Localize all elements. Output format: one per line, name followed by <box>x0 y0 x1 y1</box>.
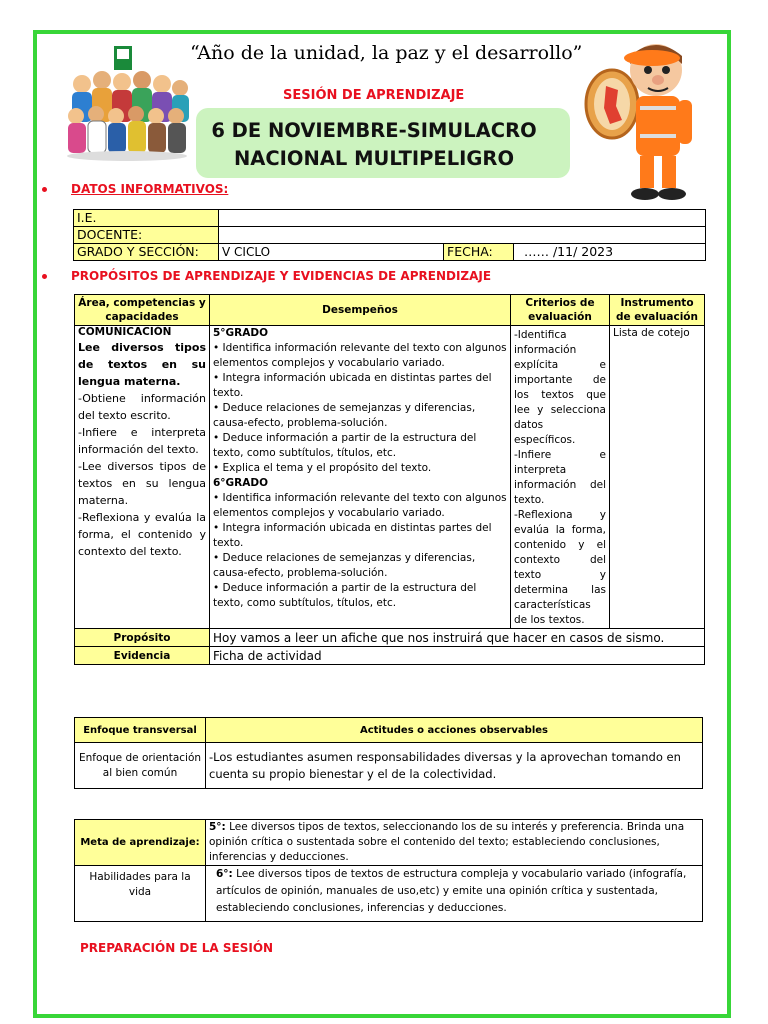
desempeno-item: • Explica el tema y el propósito del texto. <box>213 462 432 474</box>
page-title-line2: NACIONAL MULTIPELIGRO <box>233 147 515 170</box>
desempeno-item: • Deduce relaciones de semejanzas y diferencias, causa-efecto, problema-solución. <box>213 552 476 579</box>
students-crowd-illustration <box>62 44 192 162</box>
evidencia-value: Ficha de actividad <box>210 647 705 665</box>
proposito-label: Propósito <box>75 629 210 647</box>
meta-grado6 <box>206 866 703 922</box>
criterio-item: -Identifica información explícita e importante de los textos que lee y selecciona datos específicos. <box>514 329 606 446</box>
col-instrumento-header: Instrumento de evaluación <box>610 295 705 326</box>
meta-grado5-text: Lee diversos tipos de textos, seleccionando los de su interés y preferencia. Brinda una opinión crítica o sustentada sobre el contenido del texto; estableciendo conclusiones, inferencias y deducciones. <box>209 821 685 863</box>
datos-table <box>73 209 706 261</box>
page-title-line1: 6 DE NOVIEMBRE-SIMULACRO <box>211 119 537 142</box>
session-label: SESIÓN DE APRENDIZAJE <box>283 88 465 103</box>
meta-grado5 <box>206 820 703 866</box>
desempeno-item: • Identifica información relevante del texto con algunos elementos complejos y vocabulario variado. <box>213 342 507 369</box>
capacidad-item: -Obtiene información del texto escrito. <box>78 392 206 422</box>
grado-value: V CICLO <box>219 244 444 261</box>
criterio-item: -Infiere e interpreta información del texto. <box>514 449 606 506</box>
enfoque-header: Enfoque transversal <box>75 718 206 743</box>
desempeno-item: • Deduce información a partir de la estructura del texto, como subtítulos, títulos, etc. <box>213 432 477 459</box>
capacidad-item: -Reflexiona y evalúa la forma, el contenido y contexto del texto. <box>78 511 206 558</box>
ie-label: I.E. <box>74 210 219 227</box>
grado5-title: 5°GRADO <box>213 327 269 339</box>
grado6-title: 6°GRADO <box>213 477 269 489</box>
desempeno-item: • Deduce relaciones de semejanzas y diferencias, causa-efecto, problema-solución. <box>213 402 476 429</box>
propositos-table <box>74 294 705 665</box>
capacidad-item: -Lee diversos tipos de textos en su lengua materna. <box>78 460 206 507</box>
meta-table <box>74 819 703 922</box>
meta-grado6-prefix: 6°: <box>216 868 233 880</box>
desempeno-item: • Integra información ubicada en distintas partes del texto. <box>213 522 492 549</box>
evidencia-label: Evidencia <box>75 647 210 665</box>
meta-label: Meta de aprendizaje: <box>75 820 206 866</box>
competencia: Lee diversos tipos de textos en su lengua materna. <box>78 341 206 388</box>
desempeno-item: • Integra información ubicada en distintas partes del texto. <box>213 372 492 399</box>
propositos-heading: PROPÓSITOS DE APRENDIZAJE Y EVIDENCIAS DE APRENDIZAJE <box>42 269 491 283</box>
area-cell <box>75 326 210 629</box>
criterios-cell <box>511 326 610 629</box>
desempeno-item: • Deduce información a partir de la estructura del texto, como subtítulos, títulos, etc. <box>213 582 477 609</box>
docente-value <box>219 227 706 244</box>
ie-value <box>219 210 706 227</box>
bullet-icon <box>42 274 47 279</box>
meta-grado5-prefix: 5°: <box>209 821 226 833</box>
docente-label: DOCENTE: <box>74 227 219 244</box>
safety-mascot-illustration <box>582 34 704 210</box>
col-desempenos-header: Desempeños <box>210 295 511 326</box>
meta-grado6-text: Lee diversos tipos de textos de estructura compleja y vocabulario variado (infografía, artículos de opinión, manuales de uso,etc) y emite una opinión crítica y sustentada, estableciendo conclusiones, inferencias y deducciones. <box>216 868 687 914</box>
enfoque-table <box>74 717 703 789</box>
instrumento-cell: Lista de cotejo <box>610 326 705 629</box>
datos-heading: DATOS INFORMATIVOS: <box>42 182 228 196</box>
criterio-item: -Reflexiona y evalúa la forma, contenido y el contexto del texto y determina las características de los textos. <box>514 509 606 626</box>
bullet-icon <box>42 187 47 192</box>
preparacion-heading: PREPARACIÓN DE LA SESIÓN <box>80 941 274 955</box>
actitudes-header: Actitudes o acciones observables <box>206 718 703 743</box>
fecha-label: FECHA: <box>444 244 514 261</box>
fecha-value: …… /11/ 2023 <box>514 244 706 261</box>
grado-label: GRADO Y SECCIÓN: <box>74 244 219 261</box>
habilidades-label: Habilidades para la vida <box>75 866 206 922</box>
capacidad-item: -Infiere e interpreta información del texto. <box>78 426 206 456</box>
proposito-value: Hoy vamos a leer un afiche que nos instruirá que hacer en casos de sismo. <box>210 629 705 647</box>
desempenos-cell <box>210 326 511 629</box>
desempeno-item: • Identifica información relevante del texto con algunos elementos complejos y vocabulario variado. <box>213 492 507 519</box>
enfoque-name: Enfoque de orientación al bien común <box>75 743 206 789</box>
year-motto: “Año de la unidad, la paz y el desarrollo” <box>190 42 583 64</box>
area-title: COMUNICACIÓN <box>78 326 172 338</box>
enfoque-action: -Los estudiantes asumen responsabilidades diversas y la aprovechan tomando en cuenta su propio bienestar y el de la colectividad. <box>206 743 703 789</box>
col-criterios-header: Criterios de evaluación <box>511 295 610 326</box>
col-area-header: Área, competencias y capacidades <box>75 295 210 326</box>
